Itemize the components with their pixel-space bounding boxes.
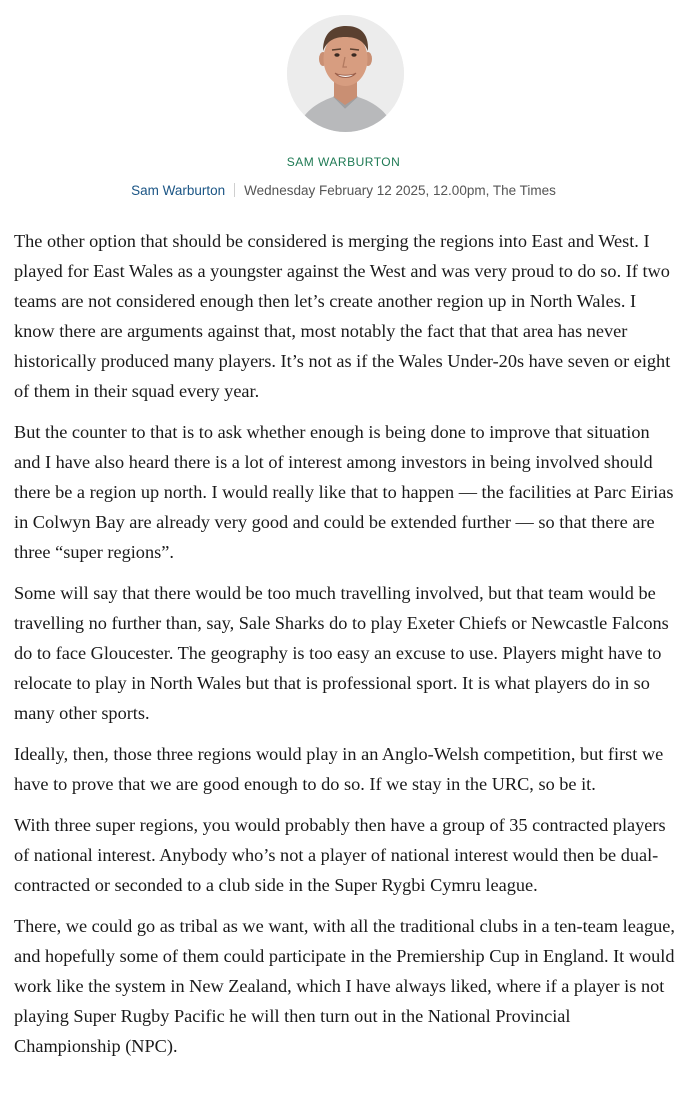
author-avatar[interactable] xyxy=(287,15,404,132)
author-photo xyxy=(287,15,404,132)
article-body xyxy=(14,226,678,1072)
article-paragraph: There, we could go as tribal as we want, with all the traditional clubs in a ten-team league, and hopefully some of them could participate in the Premiership Cup in England. It would work like the system in New Zealand, which I have always liked, where if a player is not playing Super Rugby Pacific he will then turn out in the National Provincial Championship (NPC). xyxy=(14,916,675,1056)
author-name-heading: SAM WARBURTON xyxy=(286,155,401,169)
article-paragraph: The other option that should be considered is merging the regions into East and West. I played for East Wales as a youngster against the West and was very proud to do so. If two teams are not considered enough then let’s create another region up in North Wales. I know there are arguments against that, most notably the fact that that area has never historically produced many players. It’s not as if the Wales Under-20s have seven or eight of them in their squad every year. xyxy=(14,231,671,401)
article-paragraph: Some will say that there would be too much travelling involved, but that team would be travelling no further than, say, Sale Sharks do to play Exeter Chiefs or Newcastle Falcons do to face Gloucester. The geography is too easy an excuse to use. Players might have to relocate to play in North Wales but that is professional sport. It is what players do in so many other sports. xyxy=(14,583,669,723)
byline-meta xyxy=(0,183,687,198)
publish-dateline: Wednesday February 12 2025, 12.00pm, The Times xyxy=(244,183,556,198)
article-paragraph: But the counter to that is to ask whether enough is being done to improve that situation and I have also heard there is a lot of interest among investors in being involved should there be a region up north. I would really like that to happen — the facilities at Parc Eirias in Colwyn Bay are already very good and could be extended further — so that there are three “super regions”. xyxy=(14,422,674,562)
article-paragraph: Ideally, then, those three regions would play in an Anglo-Welsh competition, but first we have to prove that we are good enough to do so. If we stay in the URC, so be it. xyxy=(14,744,664,794)
article-paragraph: With three super regions, you would probably then have a group of 35 contracted players of national interest. Anybody who’s not a player of national interest would then be dual-contracted or seconded to a club side in the Super Rygbi Cymru league. xyxy=(14,815,666,895)
author-byline xyxy=(0,0,687,218)
author-link[interactable]: Sam Warburton xyxy=(131,183,226,198)
byline-divider xyxy=(234,183,235,197)
